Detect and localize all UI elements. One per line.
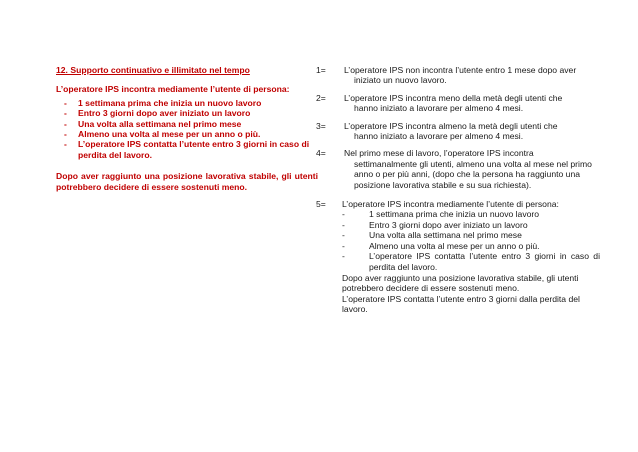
section-intro: L’operatore IPS incontra mediamente l’utente di persona: [56, 84, 290, 95]
rating-option-5 [316, 199, 600, 314]
section-title: 12. Supporto continuativo e illimitato nel tempo [56, 65, 250, 75]
bullet-dash: - [342, 209, 345, 220]
option-text-continued: hanno iniziato a lavorare per almeno 4 mesi. [354, 103, 524, 114]
option-text-continued: iniziato un nuovo lavoro. [354, 75, 447, 86]
list-item: - L’operatore IPS contatta l’utente entro 3 giorni in caso di perdita del lavoro. [64, 139, 310, 160]
bullet-dash: - [342, 219, 345, 230]
option-text: L’operatore IPS incontra almeno la metà degli utenti che [344, 120, 558, 131]
option-number: 2= [316, 92, 326, 103]
bullet-dash: - [342, 240, 345, 251]
rating-option-1 [316, 65, 600, 86]
bullet-dash: - [64, 108, 67, 119]
option-text-continued: hanno iniziato a lavorare per almeno 4 mesi. [354, 131, 524, 142]
list-item: - Entro 3 giorni dopo aver iniziato un lavoro [342, 219, 528, 230]
list-item: - Una volta alla settimana nel primo mese [342, 230, 522, 241]
option-number: 5= [316, 199, 326, 210]
option-5-contact-note: L’operatore IPS contatta l’utente entro 3 giorni dalla perdita del lavoro. [342, 293, 580, 315]
list-item: - Una volta alla settimana nel primo mese [64, 118, 242, 129]
list-item: - L’operatore IPS contatta l’utente entro 3 giorni in caso di perdita del lavoro. [342, 251, 600, 272]
option-text: L’operatore IPS non incontra l’utente entro 1 mese dopo aver [344, 65, 577, 75]
rating-option-4 [316, 148, 600, 190]
bullet-dash: - [342, 230, 345, 241]
bullet-dash: - [64, 129, 67, 140]
list-item: - Almeno una volta al mese per un anno o più. [64, 129, 261, 140]
option-5-list [342, 209, 600, 271]
list-item: - Entro 3 giorni dopo aver iniziato un lavoro [64, 108, 251, 119]
list-item: - Almeno una volta al mese per un anno o più. [342, 240, 540, 251]
option-5-closing: Dopo aver raggiunto una posizione lavorativa stabile, gli utenti potrebbero decidere di essere sostenuti meno. [342, 272, 579, 294]
option-number: 3= [316, 120, 326, 131]
option-text: L’operatore IPS incontra mediamente l’utente di persona: [342, 199, 559, 210]
bullet-dash: - [64, 97, 67, 108]
option-text: Nel primo mese di lavoro, l’operatore IPS incontra [344, 148, 534, 159]
option-text: L’operatore IPS incontra meno della metà degli utenti che [344, 92, 563, 103]
bullet-dash: - [64, 139, 67, 150]
meeting-schedule-list [56, 98, 318, 160]
right-column [316, 65, 600, 322]
section-closing: Dopo aver raggiunto una posizione lavorativa stabile, gli utenti potrebbero decidere di essere sostenuti meno. [56, 171, 318, 192]
left-column [56, 65, 318, 201]
bullet-dash: - [64, 118, 67, 129]
list-item: - 1 settimana prima che inizia un nuovo lavoro [342, 209, 540, 220]
list-item: - 1 settimana prima che inizia un nuovo lavoro [64, 97, 262, 108]
option-number: 1= [316, 65, 326, 75]
option-text-continued: settimanalmente gli utenti, almeno una volta al mese nel primo anno o per più anni, (dopo che la persona ha raggiunto una posizione lavorativa stabile e su sua richiesta). [354, 158, 592, 190]
rating-option-2 [316, 93, 600, 114]
bullet-dash: - [342, 251, 345, 262]
option-number: 4= [316, 148, 326, 159]
rating-option-3 [316, 121, 600, 142]
